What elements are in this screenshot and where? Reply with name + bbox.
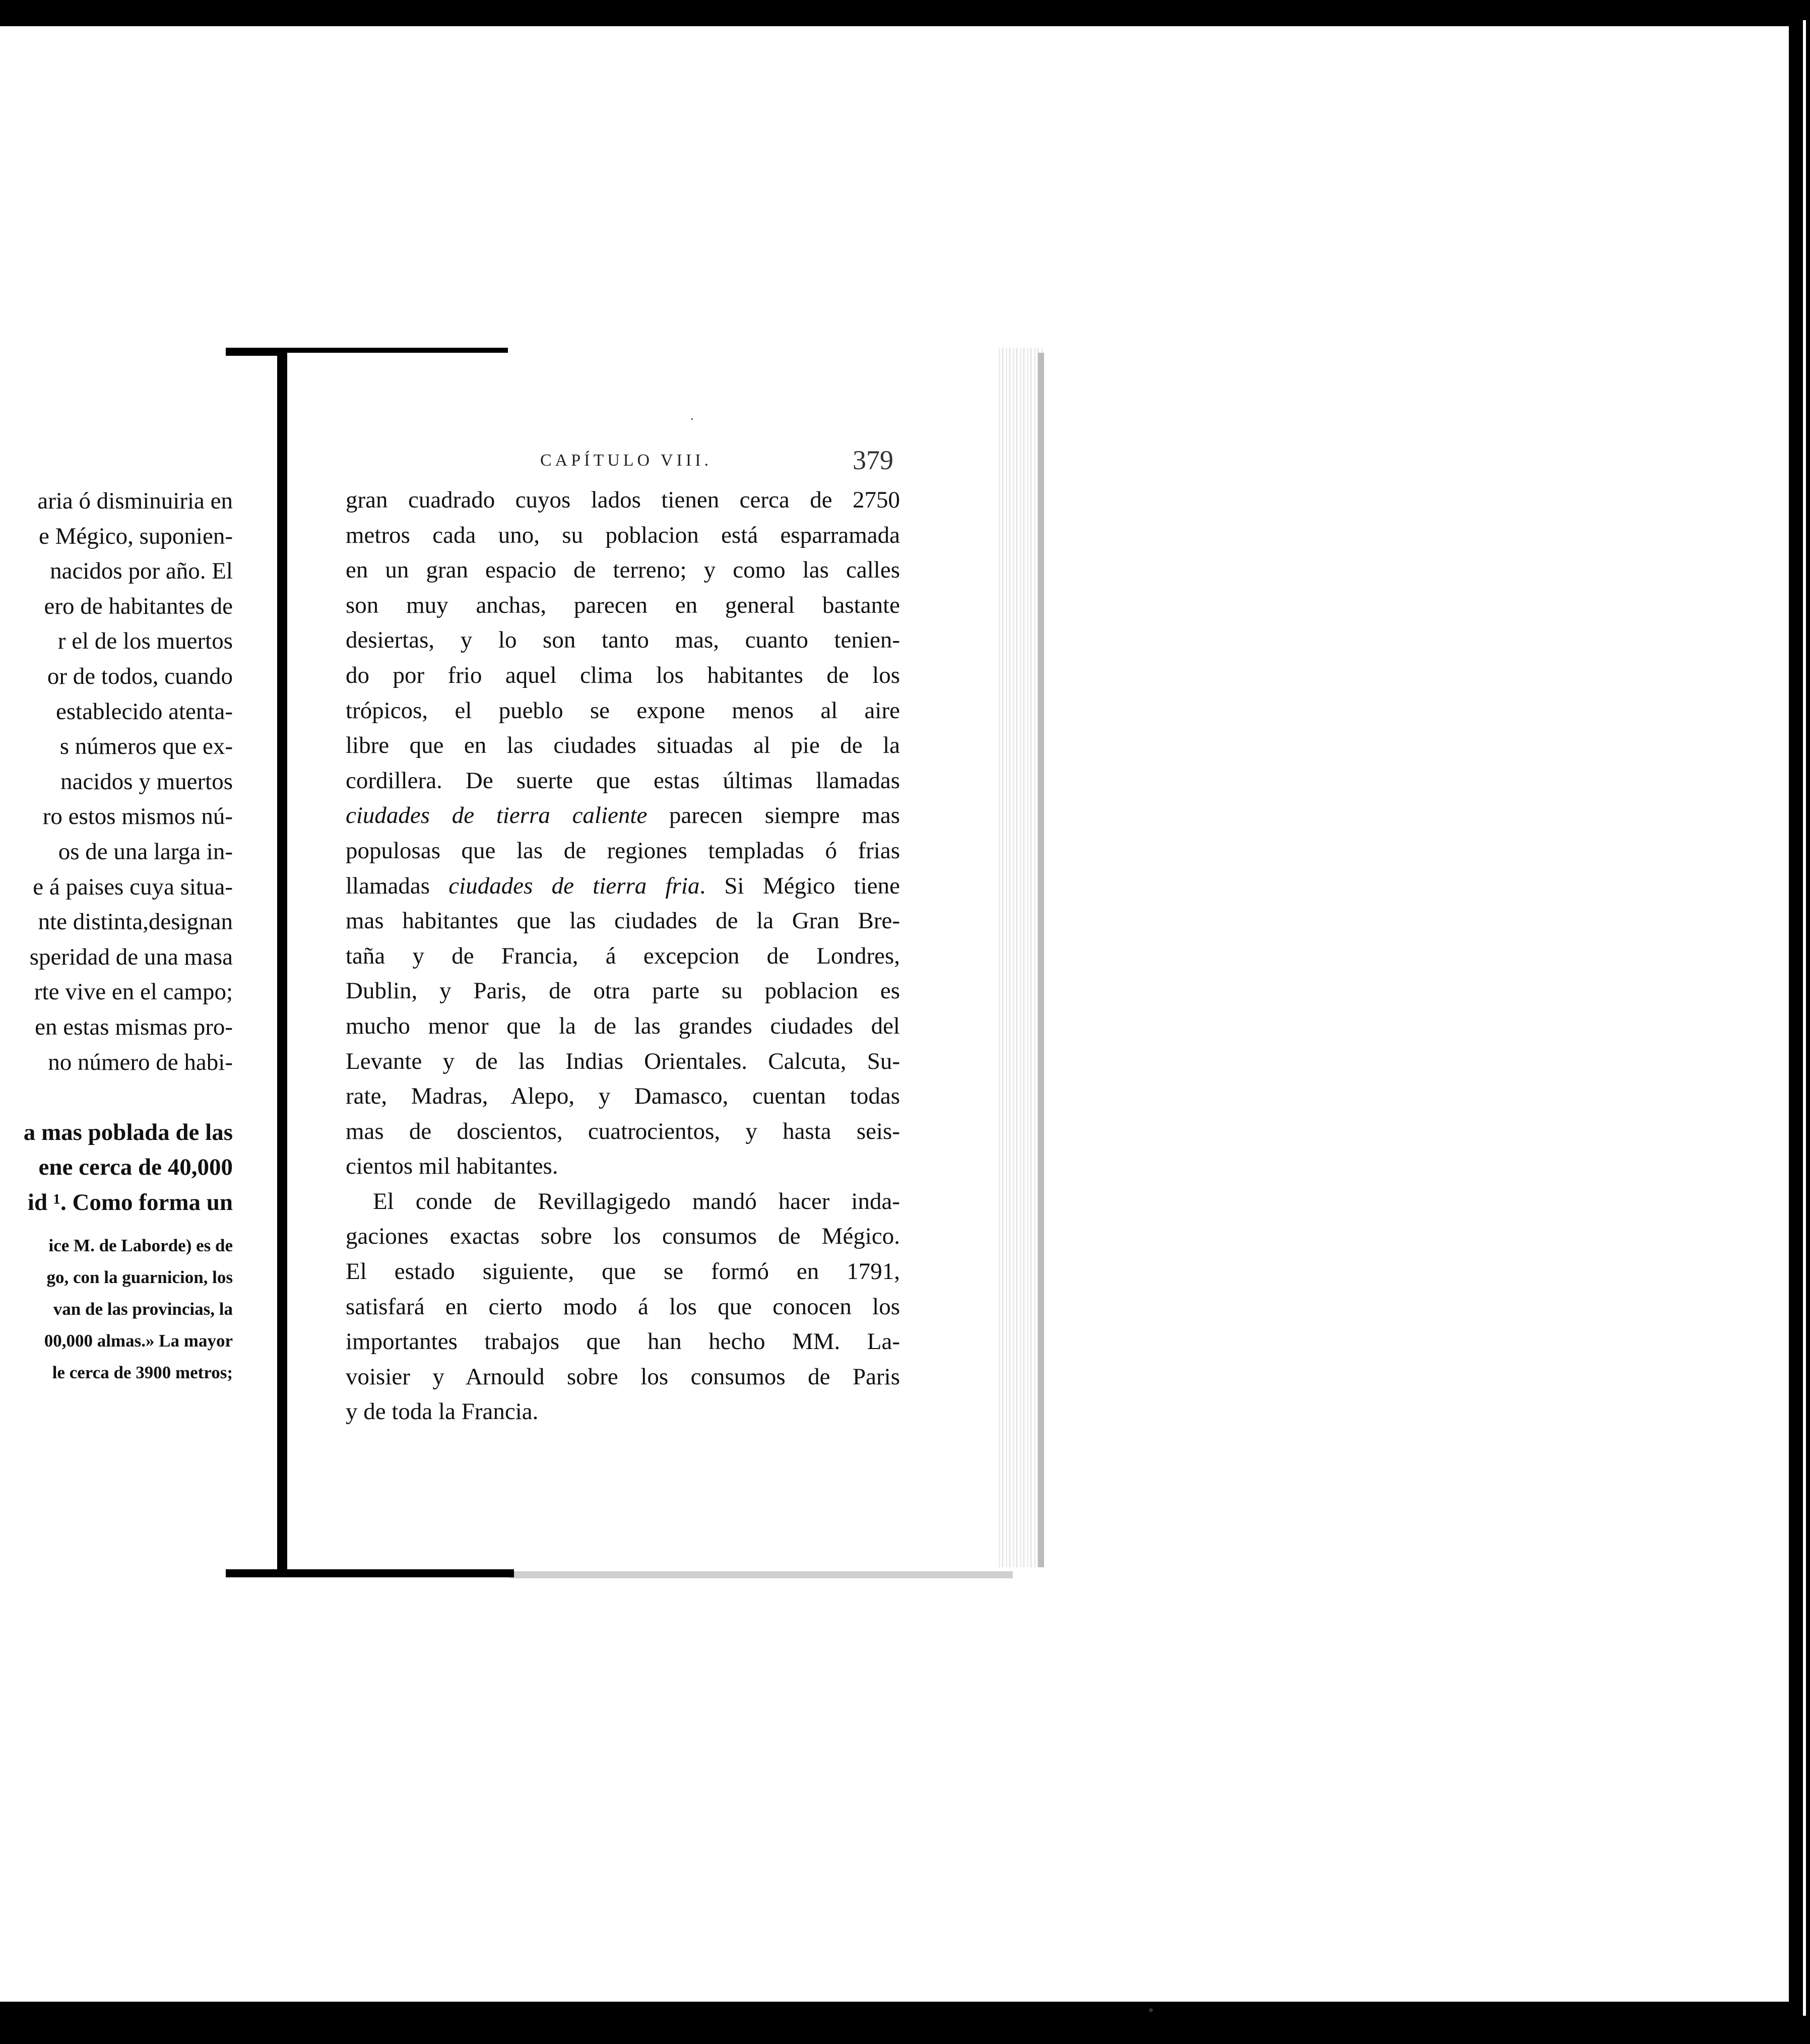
left-page-line: ero de habitantes de — [44, 593, 233, 619]
body-line — [346, 1149, 900, 1184]
left-page-line: r el de los muertos — [57, 628, 233, 655]
left-page-line: speridad de una masa — [29, 943, 233, 970]
text-run: en un gran espacio de terreno; y como las calles — [346, 557, 900, 584]
left-page-line: establecido atenta- — [55, 698, 233, 725]
body-line — [346, 1360, 900, 1395]
text-run: voisier y Arnould sobre los consumos de Paris — [346, 1363, 900, 1390]
body-line — [346, 939, 900, 974]
body-line — [346, 1394, 900, 1430]
left-page-line — [0, 1080, 233, 1115]
left-page-footnote-line: le cerca de 3900 metros; — [52, 1363, 233, 1382]
text-run: parecen siempre mas — [647, 802, 900, 829]
text-run: mas habitantes que las ciudades de la Gran Bre- — [346, 908, 900, 934]
left-page-line: nte distinta,designan — [38, 909, 233, 935]
body-line — [346, 1079, 900, 1114]
body-line — [346, 798, 900, 834]
page-bottom-rule — [226, 1569, 514, 1577]
left-page-line: ro estos mismos nú- — [42, 803, 233, 830]
left-page-footnotes — [0, 1230, 233, 1388]
text-run: desiertas, y lo son tanto mas, cuanto tenien- — [346, 627, 900, 654]
body-line — [346, 483, 900, 518]
text-run: . Si Mégico tiene — [699, 872, 900, 899]
text-run: gran cuadrado cuyos lados tienen cerca de 2750 — [346, 487, 900, 513]
scan-border-right — [1797, 0, 1810, 2044]
text-run: mas de doscientos, cuatrocientos, y hasta seis- — [346, 1118, 900, 1144]
left-page-line: e á paises cuya situa- — [33, 873, 233, 900]
text-run: llamadas — [346, 872, 449, 899]
text-run: libre que en las ciudades situadas al pie de la — [346, 732, 900, 759]
text-run: El conde de Revillagigedo mandó hacer inda- — [373, 1188, 900, 1215]
body-line — [346, 1254, 900, 1290]
body-line — [346, 1324, 900, 1360]
body-line — [346, 904, 900, 939]
left-page-line: no número de habi- — [48, 1049, 233, 1075]
body-line — [346, 974, 900, 1009]
body-line — [346, 728, 900, 763]
body-line — [346, 623, 900, 658]
text-run: El estado siguiente, que se formó en 1791, — [346, 1258, 900, 1285]
left-page-footnote-line: ice M. de Laborde) es de — [48, 1236, 233, 1255]
page-number: 379 — [853, 445, 893, 475]
left-page-line: rte vive en el campo; — [34, 979, 233, 1005]
left-page-footnotes-area — [0, 1230, 233, 1401]
running-head: CAPÍTULO VIII. — [540, 451, 713, 470]
left-page-line: nacidos y muertos — [60, 768, 233, 795]
text-run: trópicos, el pueblo se expone menos al aire — [346, 697, 900, 724]
text-run: metros cada uno, su poblacion está esparramada — [346, 522, 900, 548]
left-page-footnote-line: 00,000 almas.» La mayor — [44, 1331, 233, 1351]
left-page-footnote-line: van de las provincias, la — [53, 1299, 233, 1319]
body-line — [346, 1219, 900, 1254]
left-page-line: en estas mismas pro- — [35, 1013, 233, 1040]
body-line — [346, 1184, 900, 1220]
left-page-line: s números que ex- — [59, 733, 233, 760]
left-page-line: e Mégico, suponien- — [38, 523, 233, 549]
text-run: Dublin, y Paris, de otra parte su poblacion es — [346, 978, 900, 1004]
left-page-line: id ¹. Como forma un — [27, 1189, 233, 1216]
scan-speck — [691, 418, 693, 420]
left-page-line: aria ó disminuiria en — [37, 488, 233, 514]
body-line — [346, 1009, 900, 1044]
left-page-line: or de todos, cuando — [47, 663, 233, 689]
italic-phrase: ciudades de tierra fria — [448, 872, 700, 899]
text-run: Levante y de las Indias Orientales. Calcuta, Su- — [346, 1048, 900, 1074]
body-line — [346, 518, 900, 553]
text-run: mucho menor que la de las grandes ciudades del — [346, 1012, 900, 1039]
scan-speck — [1149, 2008, 1153, 2012]
text-run: y de toda la Francia. — [346, 1398, 539, 1425]
left-page-line: os de una larga in- — [58, 838, 233, 865]
book-binding-line — [277, 353, 287, 1572]
body-line — [346, 658, 900, 693]
body-line — [346, 869, 900, 904]
text-run: son muy anchas, parecen en general bastante — [346, 592, 900, 618]
page-edge — [999, 348, 1044, 1567]
body-line — [346, 553, 900, 588]
body-line — [346, 1290, 900, 1325]
text-run: importantes trabajos que han hecho MM. La- — [346, 1328, 900, 1355]
italic-phrase: ciudades de tierra caliente — [346, 802, 648, 829]
text-run: cientos mil habitantes. — [346, 1153, 558, 1180]
body-line — [346, 588, 900, 623]
page-edge-shadow — [1038, 353, 1044, 1567]
body-line — [346, 834, 900, 869]
left-page-line: ene cerca de 40,000 — [38, 1154, 233, 1181]
left-page-line: nacidos por año. El — [50, 558, 233, 585]
page-bottom-shadow — [509, 1571, 1013, 1578]
text-run: taña y de Francia, á excepcion de Londres, — [346, 942, 900, 969]
text-run: do por frio aquel clima los habitantes de los — [346, 662, 900, 688]
text-run: gaciones exactas sobre los consumos de Mégico. — [346, 1223, 900, 1250]
text-run: rate, Madras, Alepo, y Damasco, cuentan todas — [346, 1083, 900, 1110]
left-page-footnote-line: go, con la guarnicion, los — [46, 1267, 233, 1287]
body-line — [346, 1114, 900, 1149]
left-page-text — [0, 484, 233, 1220]
body-line — [346, 1044, 900, 1079]
body-line — [346, 763, 900, 799]
body-line — [346, 693, 900, 729]
text-run: populosas que las de regiones templadas ó frias — [346, 837, 900, 864]
text-run: satisfará en cierto modo á los que conocen los — [346, 1293, 900, 1320]
text-run: cordillera. De suerte que estas últimas llamadas — [346, 767, 900, 794]
left-page-line: a mas poblada de las — [23, 1119, 233, 1145]
body-text — [346, 483, 900, 1430]
